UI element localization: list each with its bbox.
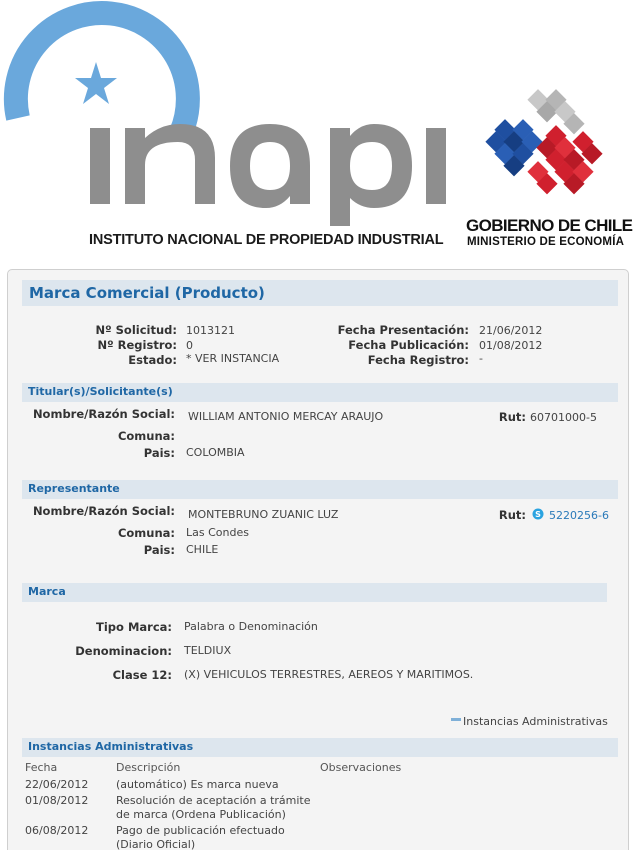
legend-swatch xyxy=(451,718,461,721)
logo-letter-p xyxy=(330,124,412,226)
section-marca xyxy=(22,583,607,602)
fecha-presentacion-label: Fecha Presentación: xyxy=(337,323,469,337)
section-representante xyxy=(22,480,618,499)
titular-comuna-label: Comuna: xyxy=(117,429,175,443)
titular-pais-label: Pais: xyxy=(143,446,175,460)
section-titular-title: Titular(s)/Solicitante(s) xyxy=(28,385,173,398)
estado-value: * VER INSTANCIA xyxy=(186,352,280,365)
row-fecha: 22/06/2012 xyxy=(25,778,89,791)
logo-letter-i2 xyxy=(426,128,446,204)
section-representante-title: Representante xyxy=(28,482,120,495)
clase-value: (X) VEHICULOS TERRESTRES, AEREOS Y MARITIMOS. xyxy=(184,668,474,681)
logo-letter-i1 xyxy=(90,128,110,204)
gobierno-cubes-icon xyxy=(485,89,602,194)
num-solicitud-label: Nº Solicitud: xyxy=(95,323,177,337)
section-marca-title: Marca xyxy=(28,585,66,598)
star-icon xyxy=(75,62,117,104)
fecha-registro-value: - xyxy=(479,352,483,365)
tipo-marca-label: Tipo Marca: xyxy=(96,620,172,634)
representante-rut-link[interactable]: 5220256-6 xyxy=(549,509,609,522)
representante-nombre-label: Nombre/Razón Social: xyxy=(32,504,175,518)
detail-panel xyxy=(7,269,629,850)
titular-nombre-value: WILLIAM ANTONIO MERCAY ARAUJO xyxy=(188,410,384,423)
titular-nombre-label: Nombre/Razón Social: xyxy=(32,407,175,421)
titular-rut-value: 60701000-5 xyxy=(530,411,597,424)
inapi-arc-icon xyxy=(16,13,188,135)
gobierno-title: GOBIERNO DE CHILE xyxy=(466,216,633,235)
section-instancias-title: Instancias Administrativas xyxy=(28,740,194,753)
denominacion-label: Denominacion: xyxy=(75,644,172,658)
col-descripcion: Descripción xyxy=(116,761,181,774)
row-fecha: 06/08/2012 xyxy=(25,824,89,837)
num-solicitud-value: 1013121 xyxy=(186,324,235,337)
representante-pais-value: CHILE xyxy=(186,543,219,556)
representante-nombre-value: MONTEBRUNO ZUANIC LUZ xyxy=(188,508,339,521)
row-descripcion-cont: (Diario Oficial) xyxy=(116,838,196,850)
titular-rut-label: Rut: xyxy=(498,410,526,424)
col-fecha: Fecha xyxy=(25,761,58,774)
representante-comuna-value: Las Condes xyxy=(186,526,249,539)
fecha-presentacion-value: 21/06/2012 xyxy=(479,324,543,337)
col-observaciones: Observaciones xyxy=(320,761,402,774)
row-descripcion: Pago de publicación efectuado xyxy=(116,824,285,837)
page-title: Marca Comercial (Producto) xyxy=(29,284,265,302)
section-titular xyxy=(22,383,618,402)
fecha-publicacion-label: Fecha Publicación: xyxy=(348,338,469,352)
titular-pais-value: COLOMBIA xyxy=(186,446,245,459)
skype-icon[interactable] xyxy=(532,508,544,520)
representante-pais-label: Pais: xyxy=(143,543,175,557)
page-header xyxy=(0,0,637,262)
num-registro-label: Nº Registro: xyxy=(97,338,177,352)
fecha-publicacion-value: 01/08/2012 xyxy=(479,339,543,352)
inapi-tagline: INSTITUTO NACIONAL DE PROPIEDAD INDUSTRIAL xyxy=(89,232,444,248)
row-descripcion-cont: de marca (Ordena Publicación) xyxy=(116,808,286,821)
tipo-marca-value: Palabra o Denominación xyxy=(184,620,318,633)
legend-label[interactable]: Instancias Administrativas xyxy=(463,715,608,728)
row-fecha: 01/08/2012 xyxy=(25,794,89,807)
page-title-bar xyxy=(22,280,618,306)
section-instancias xyxy=(22,738,618,757)
clase-label: Clase 12: xyxy=(112,668,172,682)
num-registro-value: 0 xyxy=(186,339,193,352)
representante-rut-label: Rut: xyxy=(498,508,526,522)
representante-comuna-label: Comuna: xyxy=(117,526,175,540)
fecha-registro-label: Fecha Registro: xyxy=(367,353,469,367)
denominacion-value: TELDIUX xyxy=(184,644,232,657)
gobierno-subtitle: MINISTERIO DE ECONOMÍA xyxy=(467,236,625,248)
estado-label: Estado: xyxy=(128,353,177,367)
logo-letter-n xyxy=(125,124,215,204)
logo-letter-a xyxy=(230,124,310,208)
row-descripcion: (automático) Es marca nueva xyxy=(116,778,279,791)
svg-text:S: S xyxy=(535,510,541,519)
row-descripcion: Resolución de aceptación a trámite xyxy=(116,794,311,807)
